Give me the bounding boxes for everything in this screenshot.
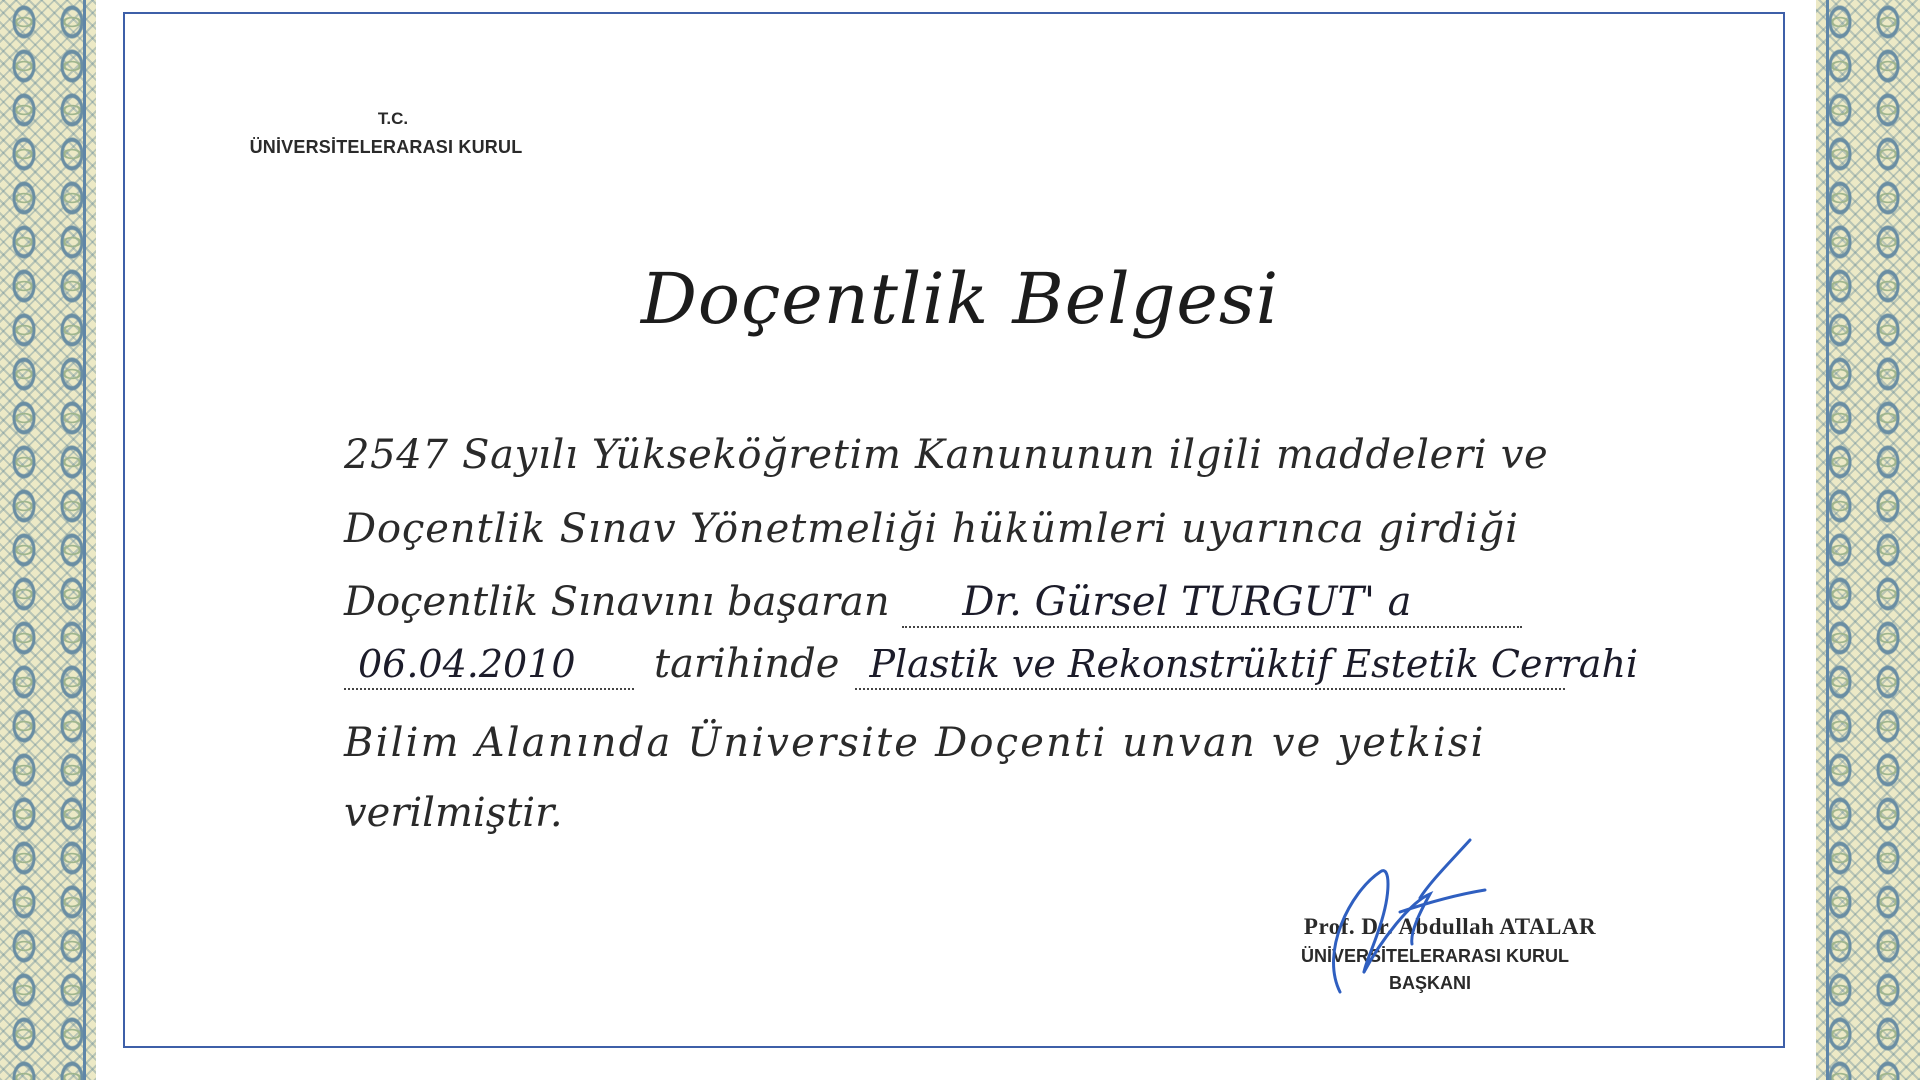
issuer-heading <box>236 104 536 162</box>
recipient-name-field: Dr. Gürsel TURGUT' a <box>902 578 1522 628</box>
issuer-organization: ÜNİVERSİTELERARASI KURUL <box>249 137 523 157</box>
issuer-country: T.C. <box>377 109 409 128</box>
handwritten-signature-icon <box>1280 832 1500 1002</box>
date-suffix: tarihinde <box>654 641 840 687</box>
ornamental-border-left <box>0 0 96 1080</box>
body-line-3 <box>344 578 1564 628</box>
body-line-6: verilmiştir. <box>344 790 563 836</box>
body-line-5: Bilim Alanında Üniversite Doçenti unvan ve yetkisi <box>344 720 1486 766</box>
signatory-role: BAŞKANI <box>1388 973 1471 993</box>
ornamental-border-right <box>1816 0 1920 1080</box>
body-line-4 <box>344 640 1639 690</box>
body-line-2: Doçentlik Sınav Yönetmeliği hükümleri uyarınca girdiği <box>344 506 1519 552</box>
discipline-field: Plastik ve Rekonstrüktif Estetik Cerrahi <box>855 640 1565 690</box>
body-line-1: 2547 Sayılı Yükseköğretim Kanununun ilgili maddeleri ve <box>344 432 1549 478</box>
signatory-organization: ÜNİVERSİTELERARASI KURUL <box>1300 946 1569 966</box>
certificate-title: Doçentlik Belgesi <box>640 258 1280 340</box>
body-line-3-prefix: Doçentlik Sınavını başaran <box>344 579 890 625</box>
signatory-name: Prof. Dr. Abdullah ATALAR <box>1303 914 1597 939</box>
award-date-field: 06.04.2010 <box>344 640 634 690</box>
